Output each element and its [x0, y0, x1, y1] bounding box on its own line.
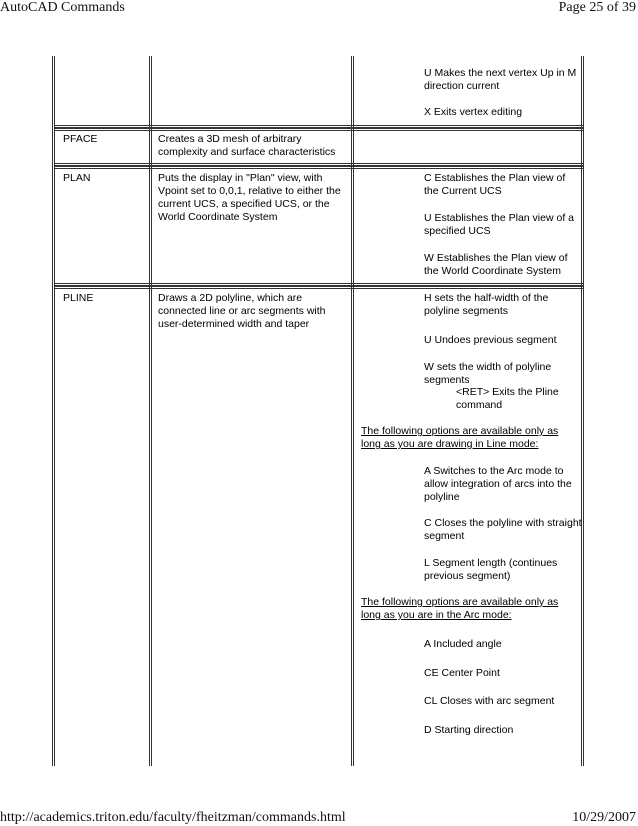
description-pface: Creates a 3D mesh of arbitrary complexity and surface characteristics	[158, 133, 336, 158]
pline-option-u: U Undoes previous segment	[424, 334, 557, 346]
command-plan: PLAN	[63, 172, 91, 184]
pline-arc-option-cl: CL Closes with arc segment	[424, 695, 555, 707]
pedit-option-x: X Exits vertex editing	[424, 106, 523, 118]
plan-option-u: U Establishes the Plan view of a specified UCS	[424, 212, 574, 237]
pline-arc-option-a: A Included angle	[424, 638, 502, 650]
pline-arc-option-d: D Starting direction	[424, 724, 514, 736]
description-plan: Puts the display in "Plan" view, with Vpoint set to 0,0,1, relative to either the current UCS, a specified UCS, or the World Coordinate System	[158, 172, 341, 223]
pline-option-w: W sets the width of polyline segments	[424, 361, 552, 386]
document-title: AutoCAD Commands	[0, 0, 125, 15]
pline-line-option-a: A Switches to the Arc mode to allow integration of arcs into the polyline	[424, 465, 572, 503]
table-border-row3b	[54, 286, 584, 289]
pedit-option-u: U Makes the next vertex Up in M direction current	[424, 67, 577, 92]
pline-option-h: H sets the half-width of the polyline segments	[424, 292, 549, 317]
pline-line-option-c: C Closes the polyline with straight segment	[424, 517, 582, 542]
description-pline: Draws a 2D polyline, which are connected line or arc segments with user-determined width and taper	[158, 292, 326, 330]
table-border-row2b	[54, 166, 584, 169]
pline-arc-mode-note: The following options are available only as long as you are in the Arc mode:	[361, 596, 559, 621]
page-number: Page 25 of 39	[558, 0, 636, 15]
footer-date: 10/29/2007	[572, 810, 636, 825]
footer-url: http://academics.triton.edu/faculty/fheitzman/commands.html	[0, 810, 346, 825]
pline-line-mode-note: The following options are available only as long as you are drawing in Line mode:	[361, 425, 559, 450]
command-pline: PLINE	[63, 292, 94, 304]
pline-arc-option-ce: CE Center Point	[424, 667, 500, 679]
pline-option-ret: <RET> Exits the Pline command	[456, 386, 559, 411]
plan-option-c: C Establishes the Plan view of the Current UCS	[424, 172, 566, 197]
plan-option-w: W Establishes the Plan view of the World Coordinate System	[424, 252, 568, 277]
command-pface: PFACE	[63, 133, 98, 145]
pline-line-option-l: L Segment length (continues previous segment)	[424, 557, 558, 582]
table-border-row1b	[54, 128, 584, 131]
